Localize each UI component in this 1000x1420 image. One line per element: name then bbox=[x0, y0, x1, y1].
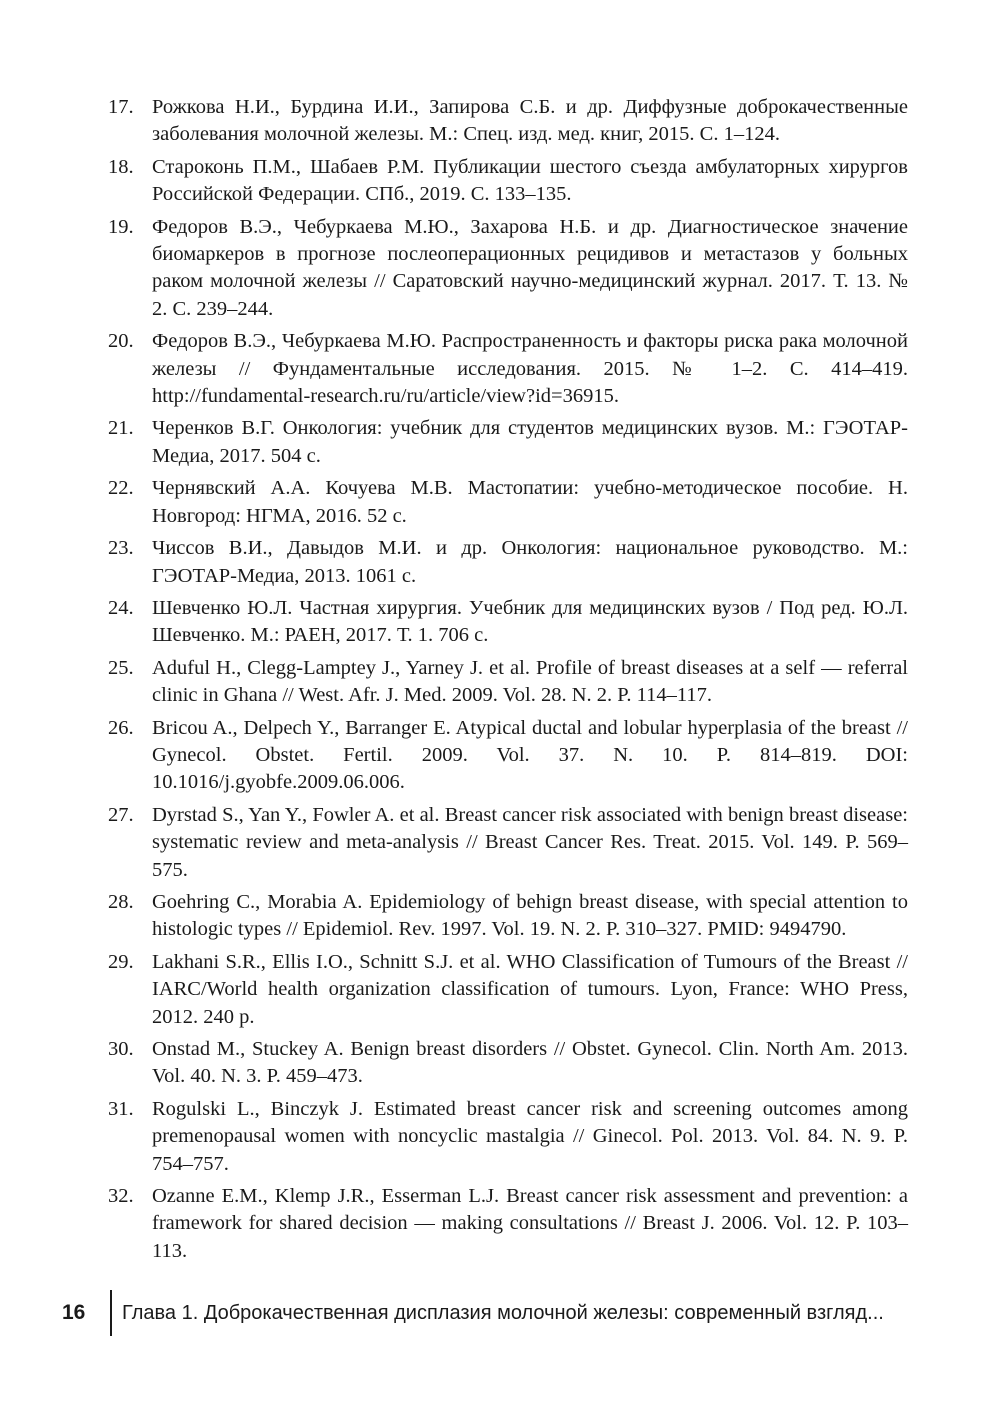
reference-item bbox=[108, 1036, 908, 1091]
reference-item bbox=[108, 1183, 908, 1265]
reference-number: 20. bbox=[108, 330, 134, 353]
reference-number: 28. bbox=[108, 890, 134, 913]
reference-text: Чернявский А.А. Кочуева М.В. Мастопатии: учебно-методическое пособие. Н. Новгород: НГМА, 2016. 52 с. bbox=[152, 477, 908, 527]
reference-item bbox=[108, 802, 908, 884]
page-footer bbox=[62, 1290, 884, 1336]
reference-text: Rogulski L., Binczyk J. Estimated breast cancer risk and screening outcomes among premenopausal women with noncyclic mastalgia // Ginecol. Pol. 2013. Vol. 84. N. 9. P. 754–757. bbox=[152, 1097, 908, 1175]
page-number: 16 bbox=[62, 1301, 86, 1324]
footer-divider bbox=[110, 1290, 112, 1336]
reference-item bbox=[108, 535, 908, 590]
reference-number: 26. bbox=[108, 716, 134, 739]
reference-text: Рожкова Н.И., Бурдина И.И., Запирова С.Б. и др. Диффузные доброкачественные заболевания молочной железы. М.: Спец. изд. мед. книг, 2015. С. 1–124. bbox=[152, 96, 908, 146]
reference-number: 31. bbox=[108, 1097, 134, 1120]
reference-number: 32. bbox=[108, 1185, 134, 1208]
reference-item bbox=[108, 154, 908, 209]
reference-item bbox=[108, 655, 908, 710]
reference-text: Шевченко Ю.Л. Частная хирургия. Учебник для медицинских вузов / Под ред. Ю.Л. Шевченко. М.: РАЕН, 2017. Т. 1. 706 с. bbox=[152, 596, 908, 647]
reference-item bbox=[108, 1096, 908, 1178]
reference-item bbox=[108, 595, 908, 650]
reference-number: 17. bbox=[108, 96, 134, 118]
reference-number: 25. bbox=[108, 656, 134, 679]
reference-number: 30. bbox=[108, 1038, 134, 1060]
reference-number: 24. bbox=[108, 596, 134, 619]
reference-text: Aduful H., Clegg-Lamptey J., Yarney J. et al. Profile of breast diseases at a self — referral clinic in Ghana // West. Afr. J. Med. 2009. Vol. 28. N. 2. P. 114–117. bbox=[152, 656, 908, 707]
reference-item bbox=[108, 715, 908, 797]
reference-text: Ozanne E.M., Klemp J.R., Esserman L.J. Breast cancer risk assessment and prevention: a framework for shared decision — making consultations // Breast J. 2006. Vol. 12. P. 103–113. bbox=[152, 1185, 908, 1262]
reference-item bbox=[108, 475, 908, 530]
reference-number: 29. bbox=[108, 950, 134, 973]
reference-number: 18. bbox=[108, 155, 134, 178]
reference-text: Староконь П.М., Шабаев Р.М. Публикации шестого съезда амбулаторных хирургов Российской Федерации. СПб., 2019. С. 133–135. bbox=[152, 155, 908, 206]
reference-number: 23. bbox=[108, 537, 134, 560]
reference-number: 27. bbox=[108, 803, 134, 826]
reference-text: Lakhani S.R., Ellis I.O., Schnitt S.J. et al. WHO Classification of Tumours of the Breast // IARC/World health organization classification of tumours. Lyon, France: WHO Press, 2012. 240 p. bbox=[152, 950, 908, 1028]
reference-number: 22. bbox=[108, 477, 134, 500]
reference-number: 21. bbox=[108, 417, 134, 440]
reference-text: Чиссов В.И., Давыдов М.И. и др. Онкология: национальное руководство. М.: ГЭОТАР-Медиа, 2013. 1061 с. bbox=[152, 537, 908, 587]
reference-text: Федоров В.Э., Чебуркаева М.Ю., Захарова Н.Б. и др. Диагностическое значение биомаркеров в прогнозе послеоперационных рецидивов и метастазов у больных раком молочной железы // Саратовский научно-медицинский журнал. 2017. Т. 13. № 2. С. 239–244. bbox=[152, 215, 908, 320]
reference-item bbox=[108, 214, 908, 324]
reference-list bbox=[108, 94, 908, 1270]
reference-text: Onstad M., Stuckey A. Benign breast disorders // Obstet. Gynecol. Clin. North Am. 2013. Vol. 40. N. 3. P. 459–473. bbox=[152, 1038, 908, 1088]
reference-item bbox=[108, 328, 908, 410]
reference-item bbox=[108, 415, 908, 470]
reference-text: Федоров В.Э., Чебуркаева М.Ю. Распространенность и факторы риска рака молочной железы // Фундаментальные исследования. 2015. № 1–2. С. 414–419. http://fundamental-research.ru/ru/article/view?id=36915. bbox=[152, 330, 908, 408]
reference-item bbox=[108, 889, 908, 944]
reference-text: Bricou A., Delpech Y., Barranger E. Atypical ductal and lobular hyperplasia of the breast // Gynecol. Obstet. Fertil. 2009. Vol. 37. N. 10. P. 814–819. DOI: 10.1016/j.gyobfe.2009.06.006. bbox=[152, 716, 908, 794]
reference-text: Dyrstad S., Yan Y., Fowler A. et al. Breast cancer risk associated with benign breast disease: systematic review and meta-analysis // Breast Cancer Res. Treat. 2015. Vol. 149. P. 569–575. bbox=[152, 803, 908, 881]
reference-text: Goehring C., Morabia A. Epidemiology of behign breast disease, with special attention to histologic types // Epidemiol. Rev. 1997. Vol. 19. N. 2. P. 310–327. PMID: 9494790. bbox=[152, 890, 908, 941]
reference-number: 19. bbox=[108, 215, 134, 238]
reference-item bbox=[108, 949, 908, 1031]
reference-item bbox=[108, 94, 908, 149]
running-title: Глава 1. Доброкачественная дисплазия молочной железы: современный взгляд... bbox=[122, 1301, 884, 1324]
reference-text: Черенков В.Г. Онкология: учебник для студентов медицинских вузов. М.: ГЭОТАР-Медиа, 2017. 504 с. bbox=[152, 417, 908, 467]
